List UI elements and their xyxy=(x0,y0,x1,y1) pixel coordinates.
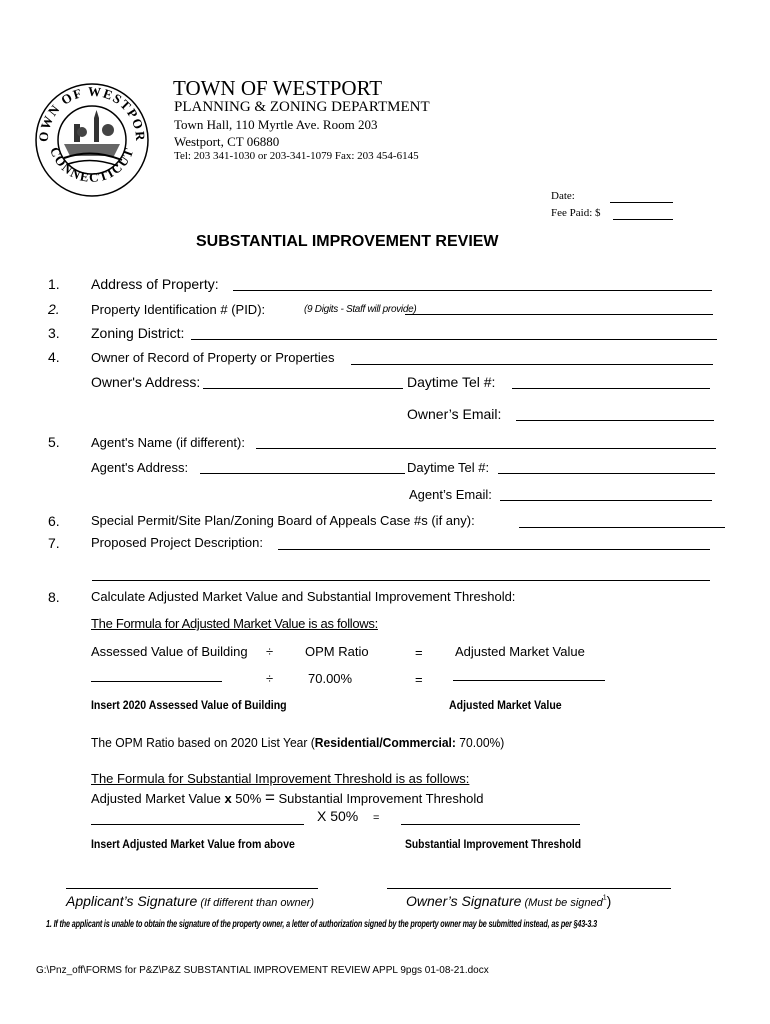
assessed-value-field[interactable] xyxy=(91,681,222,682)
fee-paid-field[interactable] xyxy=(613,219,673,220)
pid-note: (9 Digits - Staff will provide) xyxy=(304,304,417,315)
threshold-field[interactable] xyxy=(401,824,580,825)
x-50-label: X 50% xyxy=(317,808,359,824)
zoning-district-label: Zoning District: xyxy=(91,325,185,341)
item-number-5: 5. xyxy=(48,434,60,450)
fee-paid-label: Fee Paid: $ xyxy=(551,207,601,219)
assessed-value-label: Assessed Value of Building xyxy=(91,644,248,659)
department-name: PLANNING & ZONING DEPARTMENT xyxy=(174,99,430,115)
pid-label: Property Identification # (PID): xyxy=(91,302,266,317)
town-seal xyxy=(34,82,150,198)
formula-times: x xyxy=(224,791,232,806)
divide-sign-2: ÷ xyxy=(266,671,274,686)
owner-signature-label xyxy=(406,893,611,911)
owner-tel-field[interactable] xyxy=(512,388,710,389)
owner-email-field[interactable] xyxy=(516,420,714,421)
svg-text:CONNECTICUT: CONNECTICUT xyxy=(47,144,137,186)
item-number-8: 8. xyxy=(48,589,60,605)
owner-address-label: Owner's Address: xyxy=(91,374,201,390)
address-line-1: Town Hall, 110 Myrtle Ave. Room 203 xyxy=(174,117,378,132)
opm-note xyxy=(91,735,504,750)
opm-note-residential: Residential xyxy=(314,735,380,750)
formula-threshold-heading: The Formula for Substantial Improvement Threshold is as follows: xyxy=(91,771,470,786)
zoning-district-field[interactable] xyxy=(191,339,717,340)
seal-icon xyxy=(34,82,150,198)
item-number-1: 1. xyxy=(48,276,60,292)
phone-line: Tel: 203 341-1030 or 203-341-1079 Fax: 203 454-6145 xyxy=(174,150,419,162)
item-number-3: 3. xyxy=(48,325,60,341)
owner-of-record-label: Owner of Record of Property or Properties xyxy=(91,350,335,365)
date-field[interactable] xyxy=(610,202,673,203)
town-name: TOWN OF WESTPORT xyxy=(173,76,383,100)
date-label: Date: xyxy=(551,190,575,202)
owner-signature-note: (Must be signed xyxy=(521,897,603,909)
formula-threshold-text: Substantial Improvement Threshold xyxy=(274,791,484,806)
opm-ratio-value: 70.00% xyxy=(308,671,353,686)
divide-sign-1: ÷ xyxy=(266,644,274,659)
agent-address-field[interactable] xyxy=(200,473,405,474)
special-permit-field[interactable] xyxy=(519,527,725,528)
footnote: 1. If the applicant is unable to obtain the signature of the property owner, a letter of authorization signed by the property owner may be submitted instead, as per §43-3.3 xyxy=(46,919,597,930)
adjusted-market-value-field[interactable] xyxy=(453,680,605,681)
applicant-signature-label xyxy=(66,893,314,911)
calculate-label: Calculate Adjusted Market Value and Substantial Improvement Threshold: xyxy=(91,589,516,604)
address-of-property-label: Address of Property: xyxy=(91,276,219,292)
agent-name-label: Agent's Name (if different): xyxy=(91,435,245,450)
project-description-field-2[interactable] xyxy=(92,580,710,581)
equals-sign-2: = xyxy=(415,672,423,687)
formula-adjusted-text: Adjusted Market Value xyxy=(91,791,225,806)
equals-sign-1: = xyxy=(415,645,423,660)
insert-adjusted-label: Insert Adjusted Market Value from above xyxy=(91,837,295,851)
address-line-2: Westport, CT 06880 xyxy=(174,134,280,149)
applicant-signature-note: (If different than owner) xyxy=(197,897,315,909)
insert-assessed-label: Insert 2020 Assessed Value of Building xyxy=(91,698,287,712)
adjusted-market-value-label: Adjusted Market Value xyxy=(455,644,585,659)
agent-email-label: Agent’s Email: xyxy=(409,487,492,502)
owner-signature-sup: 1 xyxy=(602,894,607,902)
form-title: SUBSTANTIAL IMPROVEMENT REVIEW xyxy=(196,233,499,250)
equals-sign-3: = xyxy=(373,812,380,824)
item-number-4: 4. xyxy=(48,349,60,365)
owner-address-field[interactable] xyxy=(203,388,403,389)
svg-text:TOWN OF WESTPORT: OWN OF WESTPOR xyxy=(35,83,149,143)
applicant-signature-text: Applicant’s Signature xyxy=(66,893,198,909)
formula-50: 50% xyxy=(231,791,265,806)
owner-email-label: Owner’s Email: xyxy=(407,406,502,422)
threshold-caption: Substantial Improvement Threshold xyxy=(405,837,582,851)
formula-adjusted-heading: The Formula for Adjusted Market Value is as follows: xyxy=(91,616,378,631)
file-path-footer: G:\Pnz_off\FORMS for P&Z\P&Z SUBSTANTIAL IMPROVEMENT REVIEW APPL 9pgs 01-08-21.docx xyxy=(36,965,489,976)
opm-note-commercial: Commercial: xyxy=(382,735,456,750)
formula-equals: = xyxy=(264,788,275,807)
owner-tel-label: Daytime Tel #: xyxy=(407,374,496,390)
threshold-formula-line xyxy=(91,788,483,808)
project-description-field[interactable] xyxy=(278,549,710,550)
adjusted-market-value-caption: Adjusted Market Value xyxy=(449,698,562,712)
opm-note-a: The OPM Ratio based on 2020 List Year ( xyxy=(91,735,315,750)
adjusted-value-input-field[interactable] xyxy=(91,824,304,825)
agent-name-field[interactable] xyxy=(256,448,716,449)
opm-note-slash: / xyxy=(379,735,383,750)
project-description-label: Proposed Project Description: xyxy=(91,535,263,550)
agent-tel-label: Daytime Tel #: xyxy=(407,460,490,475)
item-number-2: 2. xyxy=(48,301,60,317)
owner-signature-close: ) xyxy=(606,893,612,909)
owner-of-record-field[interactable] xyxy=(351,364,713,365)
opm-note-e: 70.00%) xyxy=(455,735,505,750)
agent-tel-field[interactable] xyxy=(498,473,715,474)
owner-signature-field[interactable] xyxy=(387,888,671,889)
pid-field[interactable] xyxy=(405,314,713,315)
opm-ratio-label: OPM Ratio xyxy=(305,644,369,659)
item-number-6: 6. xyxy=(48,513,60,529)
item-number-7: 7. xyxy=(48,535,60,551)
special-permit-label: Special Permit/Site Plan/Zoning Board of Appeals Case #s (if any): xyxy=(91,513,475,528)
agent-email-field[interactable] xyxy=(500,500,712,501)
agent-address-label: Agent's Address: xyxy=(91,460,189,475)
owner-signature-text: Owner’s Signature xyxy=(406,893,522,909)
address-of-property-field[interactable] xyxy=(233,290,712,291)
applicant-signature-field[interactable] xyxy=(66,888,318,889)
